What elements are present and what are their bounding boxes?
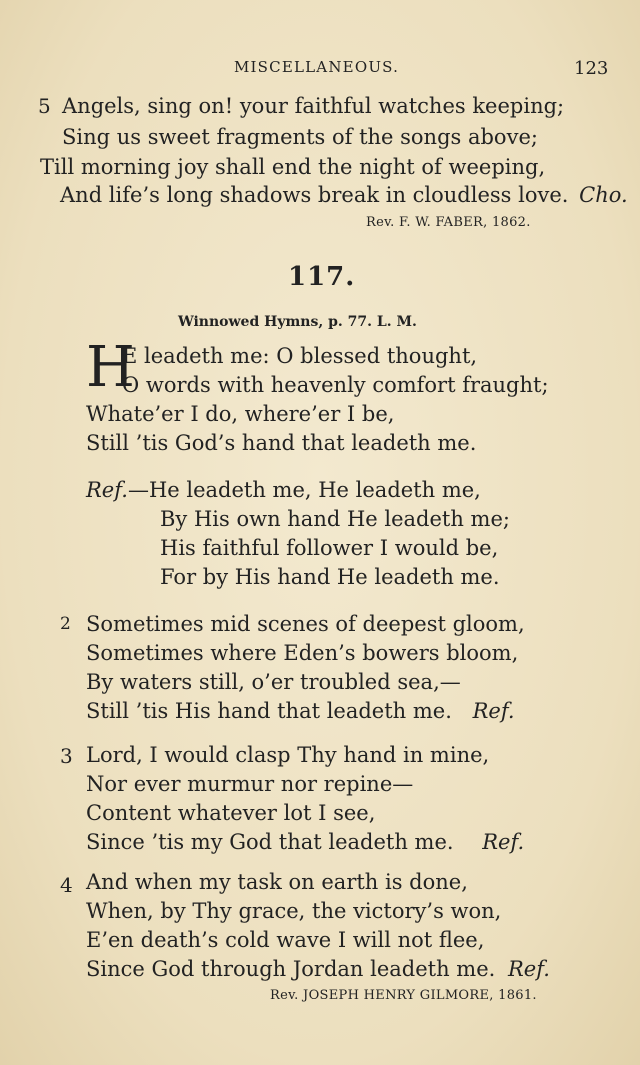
verse-number: 4 — [60, 873, 73, 897]
verse-line: Sing us sweet fragments of the songs above; — [62, 125, 538, 149]
author-name: Rev. F. W. F — [366, 215, 444, 230]
refrain-mark: Ref. — [472, 699, 515, 723]
verse-number: 5 — [38, 94, 51, 118]
author-name-sc: ABER — [443, 215, 484, 230]
verse-line: When, by Thy grace, the victory’s won, — [86, 899, 502, 923]
verse-line: E leadeth me: O blessed thought, — [122, 344, 478, 368]
verse-text: Still ’tis His hand that leadeth me. — [86, 699, 452, 723]
chorus-mark: Cho. — [579, 183, 628, 207]
verse-line: Angels, sing on! your faithful watches keeping; — [62, 94, 565, 118]
verse-line: Till morning joy shall end the night of weeping, — [40, 155, 546, 179]
refrain-mark: Ref. — [482, 830, 525, 854]
verse-line-last — [86, 955, 550, 984]
refrain-mark: Ref. — [507, 957, 550, 981]
refrain-text: —He leadeth me, He leadeth me, — [127, 478, 481, 502]
verse-line: Nor ever murmur nor repine— — [86, 772, 414, 796]
verse-text: Since ’tis my God that leadeth me. — [86, 830, 454, 854]
verse-line: E’en death’s cold wave I will not flee, — [86, 928, 485, 952]
verse-line: Still ’tis God’s hand that leadeth me. — [86, 431, 477, 455]
verse-line-last — [60, 181, 628, 210]
verse-line: And when my task on earth is done, — [86, 870, 468, 894]
verse-line: Content whatever lot I see, — [86, 801, 376, 825]
verse-line-last — [86, 697, 515, 726]
author-year: , 1861. — [489, 988, 537, 1003]
verse-text: Since God through Jordan leadeth me. — [86, 957, 496, 981]
author-name: H — [359, 988, 376, 1003]
verse-number: 2 — [60, 614, 71, 634]
verse-text: And life’s long shadows break in cloudless love. — [60, 183, 569, 207]
author-name-sc: OSEPH — [308, 988, 360, 1003]
attribution — [366, 215, 531, 230]
refrain-first-line — [86, 476, 481, 505]
author-name: Rev. J — [270, 988, 309, 1003]
hymn-number: 117. — [288, 262, 356, 292]
author-year: , 1862. — [483, 215, 531, 230]
verse-line: Lord, I would clasp Thy hand in mine, — [86, 743, 490, 767]
author-name: G — [415, 988, 431, 1003]
refrain-line: His faithful follower I would be, — [160, 536, 499, 560]
attribution — [270, 988, 537, 1003]
refrain-label: Ref. — [86, 478, 128, 502]
author-name-sc: ENRY — [375, 988, 416, 1003]
drop-cap: H — [86, 335, 135, 400]
tune-reference: Winnowed Hymns, p. 77. L. M. — [178, 314, 417, 330]
refrain-line: For by His hand He leadeth me. — [160, 565, 500, 589]
running-header: MISCELLANEOUS. — [234, 58, 400, 76]
refrain-line: By His own hand He leadeth me; — [160, 507, 510, 531]
author-name-sc: ILMORE — [430, 988, 490, 1003]
verse-number: 3 — [60, 744, 73, 768]
verse-line-last — [86, 828, 524, 857]
verse-line: Whate’er I do, where’er I be, — [86, 402, 395, 426]
page-number: 123 — [574, 58, 609, 79]
verse-line: Sometimes mid scenes of deepest gloom, — [86, 612, 525, 636]
verse-line: By waters still, o’er troubled sea,— — [86, 670, 461, 694]
verse-line: Sometimes where Eden’s bowers bloom, — [86, 641, 519, 665]
verse-line: O words with heavenly comfort fraught; — [122, 373, 549, 397]
